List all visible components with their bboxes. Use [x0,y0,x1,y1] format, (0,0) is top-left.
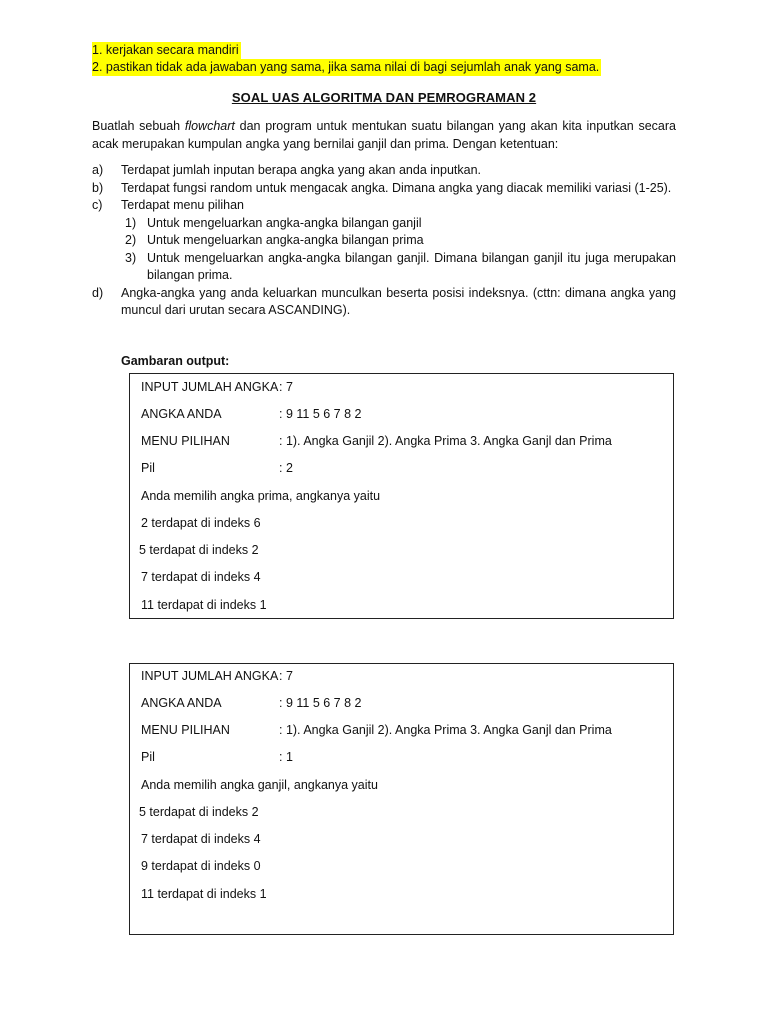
requirement-item [92,285,676,320]
instructions-notes [92,42,601,76]
requirement-item [92,162,676,180]
result-line: 9 terdapat di indeks 0 [141,859,261,873]
row-value: : 2 [279,461,293,475]
numbers-row [141,696,361,710]
highlighted-note: 1. kerjakan secara mandiri [92,43,239,57]
row-label: Pil [141,750,155,764]
choice-row [141,750,293,764]
requirement-text: Angka-angka yang anda keluarkan munculkan beserta posisi indeksnya. (cttn: dimana angka yang muncul dari urutan secara ASCANDING). [121,285,676,317]
row-label: Pil [141,461,155,475]
list-marker: 1) [125,215,137,230]
output-example-box [129,663,674,935]
row-value: : 9 11 5 6 7 8 2 [279,696,362,710]
choice-row [141,461,293,475]
menu-option-item [92,250,676,285]
row-value: : 1). Angka Ganjil 2). Angka Prima 3. Angka Ganjl dan Prima [279,723,612,737]
result-line: 7 terdapat di indeks 4 [141,832,261,846]
highlighted-note: 2. pastikan tidak ada jawaban yang sama, jika sama nilai di bagi sejumlah anak yang sama. [92,60,600,74]
requirement-item [92,180,676,198]
result-line: 11 terdapat di indeks 1 [141,598,267,612]
row-value: : 7 [279,380,293,394]
row-label: ANGKA ANDA [141,696,222,710]
requirement-text: Terdapat jumlah inputan berapa angka yang akan anda inputkan. [121,163,481,177]
row-value: : 1). Angka Ganjil 2). Angka Prima 3. Angka Ganjl dan Prima [279,434,612,448]
menu-row [141,434,612,448]
result-line: 7 terdapat di indeks 4 [141,570,261,584]
requirement-text: Terdapat menu pilihan [121,198,244,212]
row-value: : 7 [279,669,293,683]
row-label: INPUT JUMLAH ANGKA [141,380,279,394]
requirements-list [92,162,676,320]
list-marker: 3) [125,250,137,265]
document-title: SOAL UAS ALGORITMA DAN PEMROGRAMAN 2 [231,90,537,105]
result-intro: Anda memilih angka prima, angkanya yaitu [141,489,381,503]
row-value: : 9 11 5 6 7 8 2 [279,407,362,421]
requirement-item [92,197,676,215]
menu-option-text: Untuk mengeluarkan angka-angka bilangan ganjil. Dimana bilangan ganjil itu juga merupakan bilangan prima. [147,250,676,282]
row-label: MENU PILIHAN [141,723,230,737]
menu-option-item [92,232,676,250]
list-marker: b) [92,180,104,195]
result-intro: Anda memilih angka ganjil, angkanya yaitu [141,778,378,792]
list-marker: d) [92,285,104,300]
menu-option-text: Untuk mengeluarkan angka-angka bilangan prima [147,233,424,247]
result-line: 5 terdapat di indeks 2 [139,805,259,819]
input-count-row [141,669,293,683]
row-label: INPUT JUMLAH ANGKA [141,669,279,683]
result-line: 2 terdapat di indeks 6 [141,516,261,530]
intro-paragraph [92,117,676,153]
menu-option-item [92,215,676,233]
requirement-text: Terdapat fungsi random untuk mengacak angka. Dimana angka yang diacak memiliki variasi (1-25). [121,180,672,195]
intro-italic-term: flowchart [184,119,235,133]
result-line: 5 terdapat di indeks 2 [139,543,259,557]
list-marker: c) [92,198,103,212]
list-marker: a) [92,163,104,177]
input-count-row [141,380,293,394]
menu-option-text: Untuk mengeluarkan angka-angka bilangan ganjil [147,215,422,230]
row-label: ANGKA ANDA [141,407,222,421]
list-marker: 2) [125,233,137,247]
row-label: MENU PILIHAN [141,434,230,448]
row-value: : 1 [279,750,293,764]
result-line: 11 terdapat di indeks 1 [141,887,267,901]
output-example-box [129,373,674,619]
output-label: Gambaran output: [121,354,230,368]
intro-text: Buatlah sebuah [92,119,185,133]
intro-text: dan program untuk mentukan suatu bilangan yang akan kita inputkan secara acak merupakan kumpulan angka yang bernilai ganjil dan prima. Dengan ketentuan: [92,119,676,151]
numbers-row [141,407,361,421]
menu-row [141,723,612,737]
